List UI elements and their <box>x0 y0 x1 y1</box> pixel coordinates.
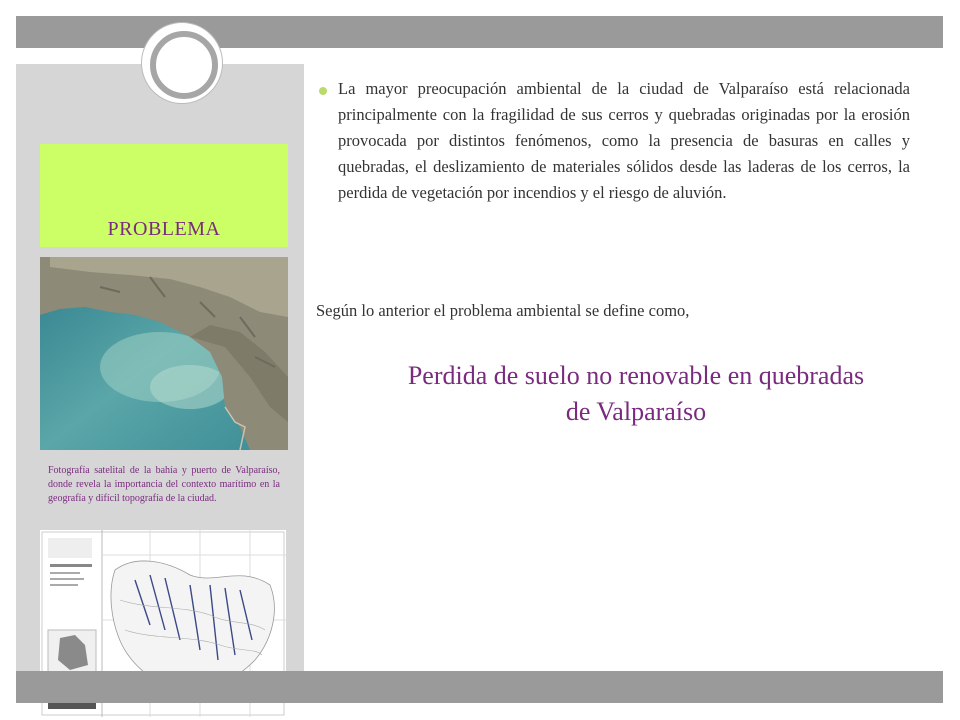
decor-circle-inner <box>150 31 218 99</box>
bullet-dot-icon <box>319 87 327 95</box>
bullet-text: La mayor preocupación ambiental de la ciudad de Valparaíso está relacionada principalmente con la fragilidad de sus cerros y quebradas originadas por la erosión provocada por distintos fenómenos, como la presencia de basuras en calles y quebradas, el deslizamiento de materiales sólidos desde las laderas de los cerros, la perdida de vegetación por incendios y el riesgo de aluvión. <box>338 79 910 202</box>
satellite-image <box>40 257 288 450</box>
bottom-bar <box>16 671 943 703</box>
slide-title: PROBLEMA <box>107 218 221 240</box>
title-box <box>40 144 288 247</box>
left-panel <box>16 64 304 671</box>
satellite-image-graphic <box>40 257 288 450</box>
definition-paragraph: Según lo anterior el problema ambiental se define como, <box>316 301 690 320</box>
slide <box>16 16 943 703</box>
bullet-item <box>338 76 910 206</box>
image-caption: Fotografía satelital de la bahía y puerto de Valparaíso, donde revela la importancia del contexto marítimo en la geografía y difícil topografía de la ciudad. <box>48 465 280 504</box>
problem-statement: Perdida de suelo no renovable en quebradas de Valparaíso <box>407 361 865 426</box>
